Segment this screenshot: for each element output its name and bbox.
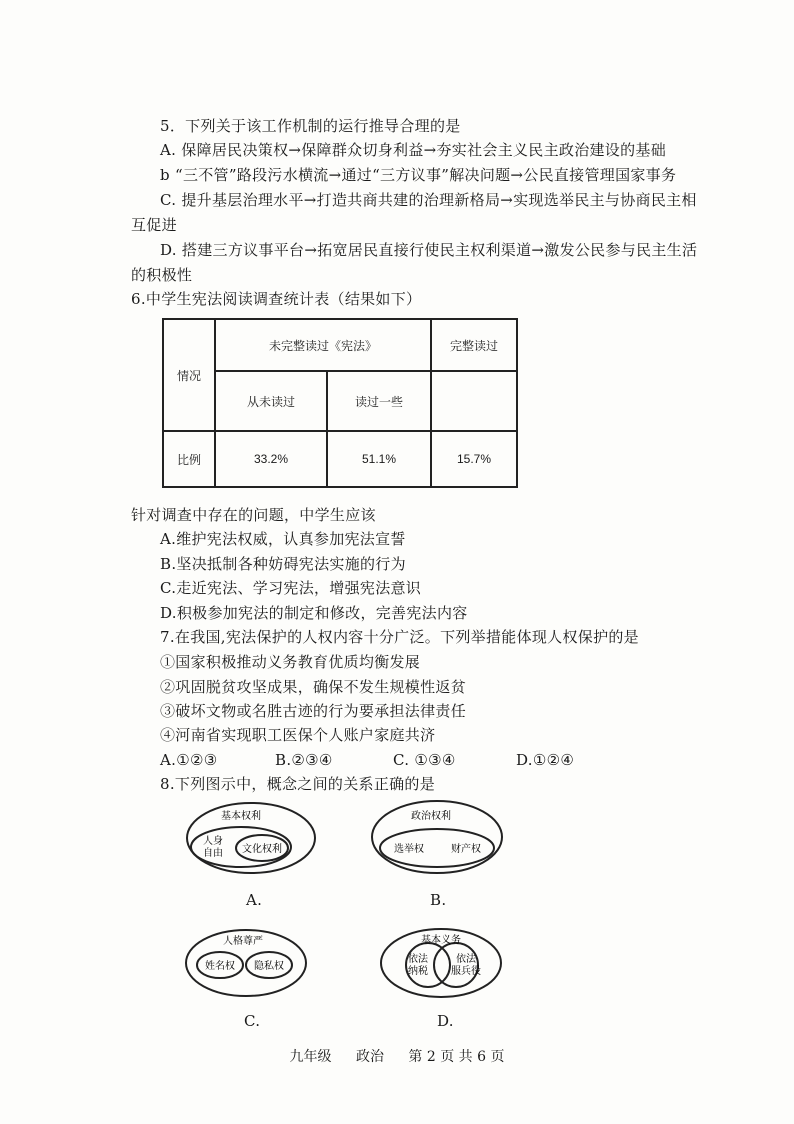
diagram-a [183, 800, 319, 878]
q6-question: 针对调查中存在的问题，中学生应该 [131, 506, 376, 524]
q7-stem: 7.在我国,宪法保护的人权内容十分广泛。下列举措能体现人权保护的是 [160, 628, 639, 646]
q7-option-c: C. ①③④ [393, 751, 456, 769]
diagram-a-outer-label: 基本权利 [221, 811, 261, 822]
q5-option-c-line1: C. 提升基层治理水平→打造共商共建的治理新格局→实现选举民主与协商民主相 [160, 191, 697, 209]
table-row-header: 情况 [163, 319, 215, 431]
diagram-b-caption: B. [430, 891, 447, 909]
q6-option-b: B.坚决抵制各种妨碍宪法实施的行为 [160, 555, 406, 573]
table-col-full: 完整读过 [431, 319, 517, 371]
diagram-a-inner-label-3: 文化权利 [242, 844, 282, 855]
footer-page-number: 第 2 页 共 6 页 [408, 1049, 505, 1065]
q7-option-a: A.①②③ [160, 751, 218, 769]
table-value-full: 15.7% [431, 431, 517, 487]
q5-option-d-line1: D. 搭建三方议事平台→拓宽居民直接行使民主权利渠道→激发公民参与民主生活 [160, 241, 698, 259]
q7-statement-2: ②巩固脱贫攻坚成果，确保不发生规模性返贫 [160, 678, 467, 696]
page-footer [0, 1046, 794, 1066]
q6-option-d: D.积极参加宪法的制定和修改，完善宪法内容 [160, 604, 468, 622]
q8-stem: 8.下列图示中，概念之间的关系正确的是 [160, 775, 436, 793]
diagram-a-inner-label-1: 人身 [203, 836, 223, 847]
diagram-c [183, 927, 309, 999]
diagram-b [369, 797, 505, 877]
q7-statement-4: ④河南省实现职工医保个人账户家庭共济 [160, 726, 436, 744]
q6-stem: 6.中学生宪法阅读调查统计表（结果如下） [131, 290, 422, 308]
q5-option-c-line2: 互促进 [131, 216, 177, 234]
diagram-d-right-label-2: 服兵役 [451, 966, 481, 977]
diagram-c-outer-label: 人格尊严 [223, 936, 263, 947]
diagram-c-inner-label-1: 姓名权 [205, 961, 235, 972]
q6-option-a: A.维护宪法权威，认真参加宪法宣誓 [160, 530, 406, 548]
q6-option-c: C.走近宪法、学习宪法，增强宪法意识 [160, 579, 422, 597]
diagram-b-outer-label: 政治权利 [411, 811, 451, 822]
diagram-c-inner-label-2: 隐私权 [254, 961, 284, 972]
q7-option-b: B.②③④ [275, 751, 333, 769]
diagram-a-inner-label-2: 自由 [203, 848, 223, 859]
q5-option-d-line2: 的积极性 [131, 266, 193, 284]
diagram-d-left-label-1: 依法 [408, 954, 428, 965]
diagram-d [378, 926, 504, 1000]
q5-option-a: A. 保障居民决策权→保障群众切身利益→夯实社会主义民主政治建设的基础 [160, 141, 667, 159]
diagram-d-right-label-1: 依法 [456, 954, 476, 965]
diagram-d-left-label-2: 纳税 [408, 966, 428, 977]
diagram-b-inner-label-1: 选举权 [394, 844, 424, 855]
diagram-d-caption: D. [437, 1012, 454, 1030]
table-value-some: 51.1% [327, 431, 431, 487]
diagram-b-inner-label-2: 财产权 [451, 844, 481, 855]
q7-option-d: D.①②④ [516, 751, 575, 769]
table-group-not-full: 未完整读过《宪法》 [215, 319, 431, 371]
q5-option-b: b “三不管”路段污水横流→通过“三方议事”解决问题→公民直接管理国家事务 [160, 166, 677, 184]
table-col-some: 读过一些 [327, 371, 431, 431]
survey-table [162, 318, 518, 488]
q7-statement-3: ③破坏文物或名胜古迹的行为要承担法律责任 [160, 702, 467, 720]
diagram-a-caption: A. [246, 891, 263, 909]
table-ratio-label: 比例 [163, 431, 215, 487]
diagram-c-caption: C. [244, 1012, 261, 1030]
footer-subject: 政治 [355, 1049, 384, 1065]
diagram-d-outer-label: 基本义务 [421, 935, 461, 946]
table-col-never: 从未读过 [215, 371, 327, 431]
footer-grade: 九年级 [289, 1049, 332, 1065]
table-value-never: 33.2% [215, 431, 327, 487]
q7-statement-1: ①国家积极推动义务教育优质均衡发展 [160, 653, 421, 671]
q5-stem: 5．下列关于该工作机制的运行推导合理的是 [160, 117, 461, 135]
table-col-full-empty [431, 371, 517, 431]
